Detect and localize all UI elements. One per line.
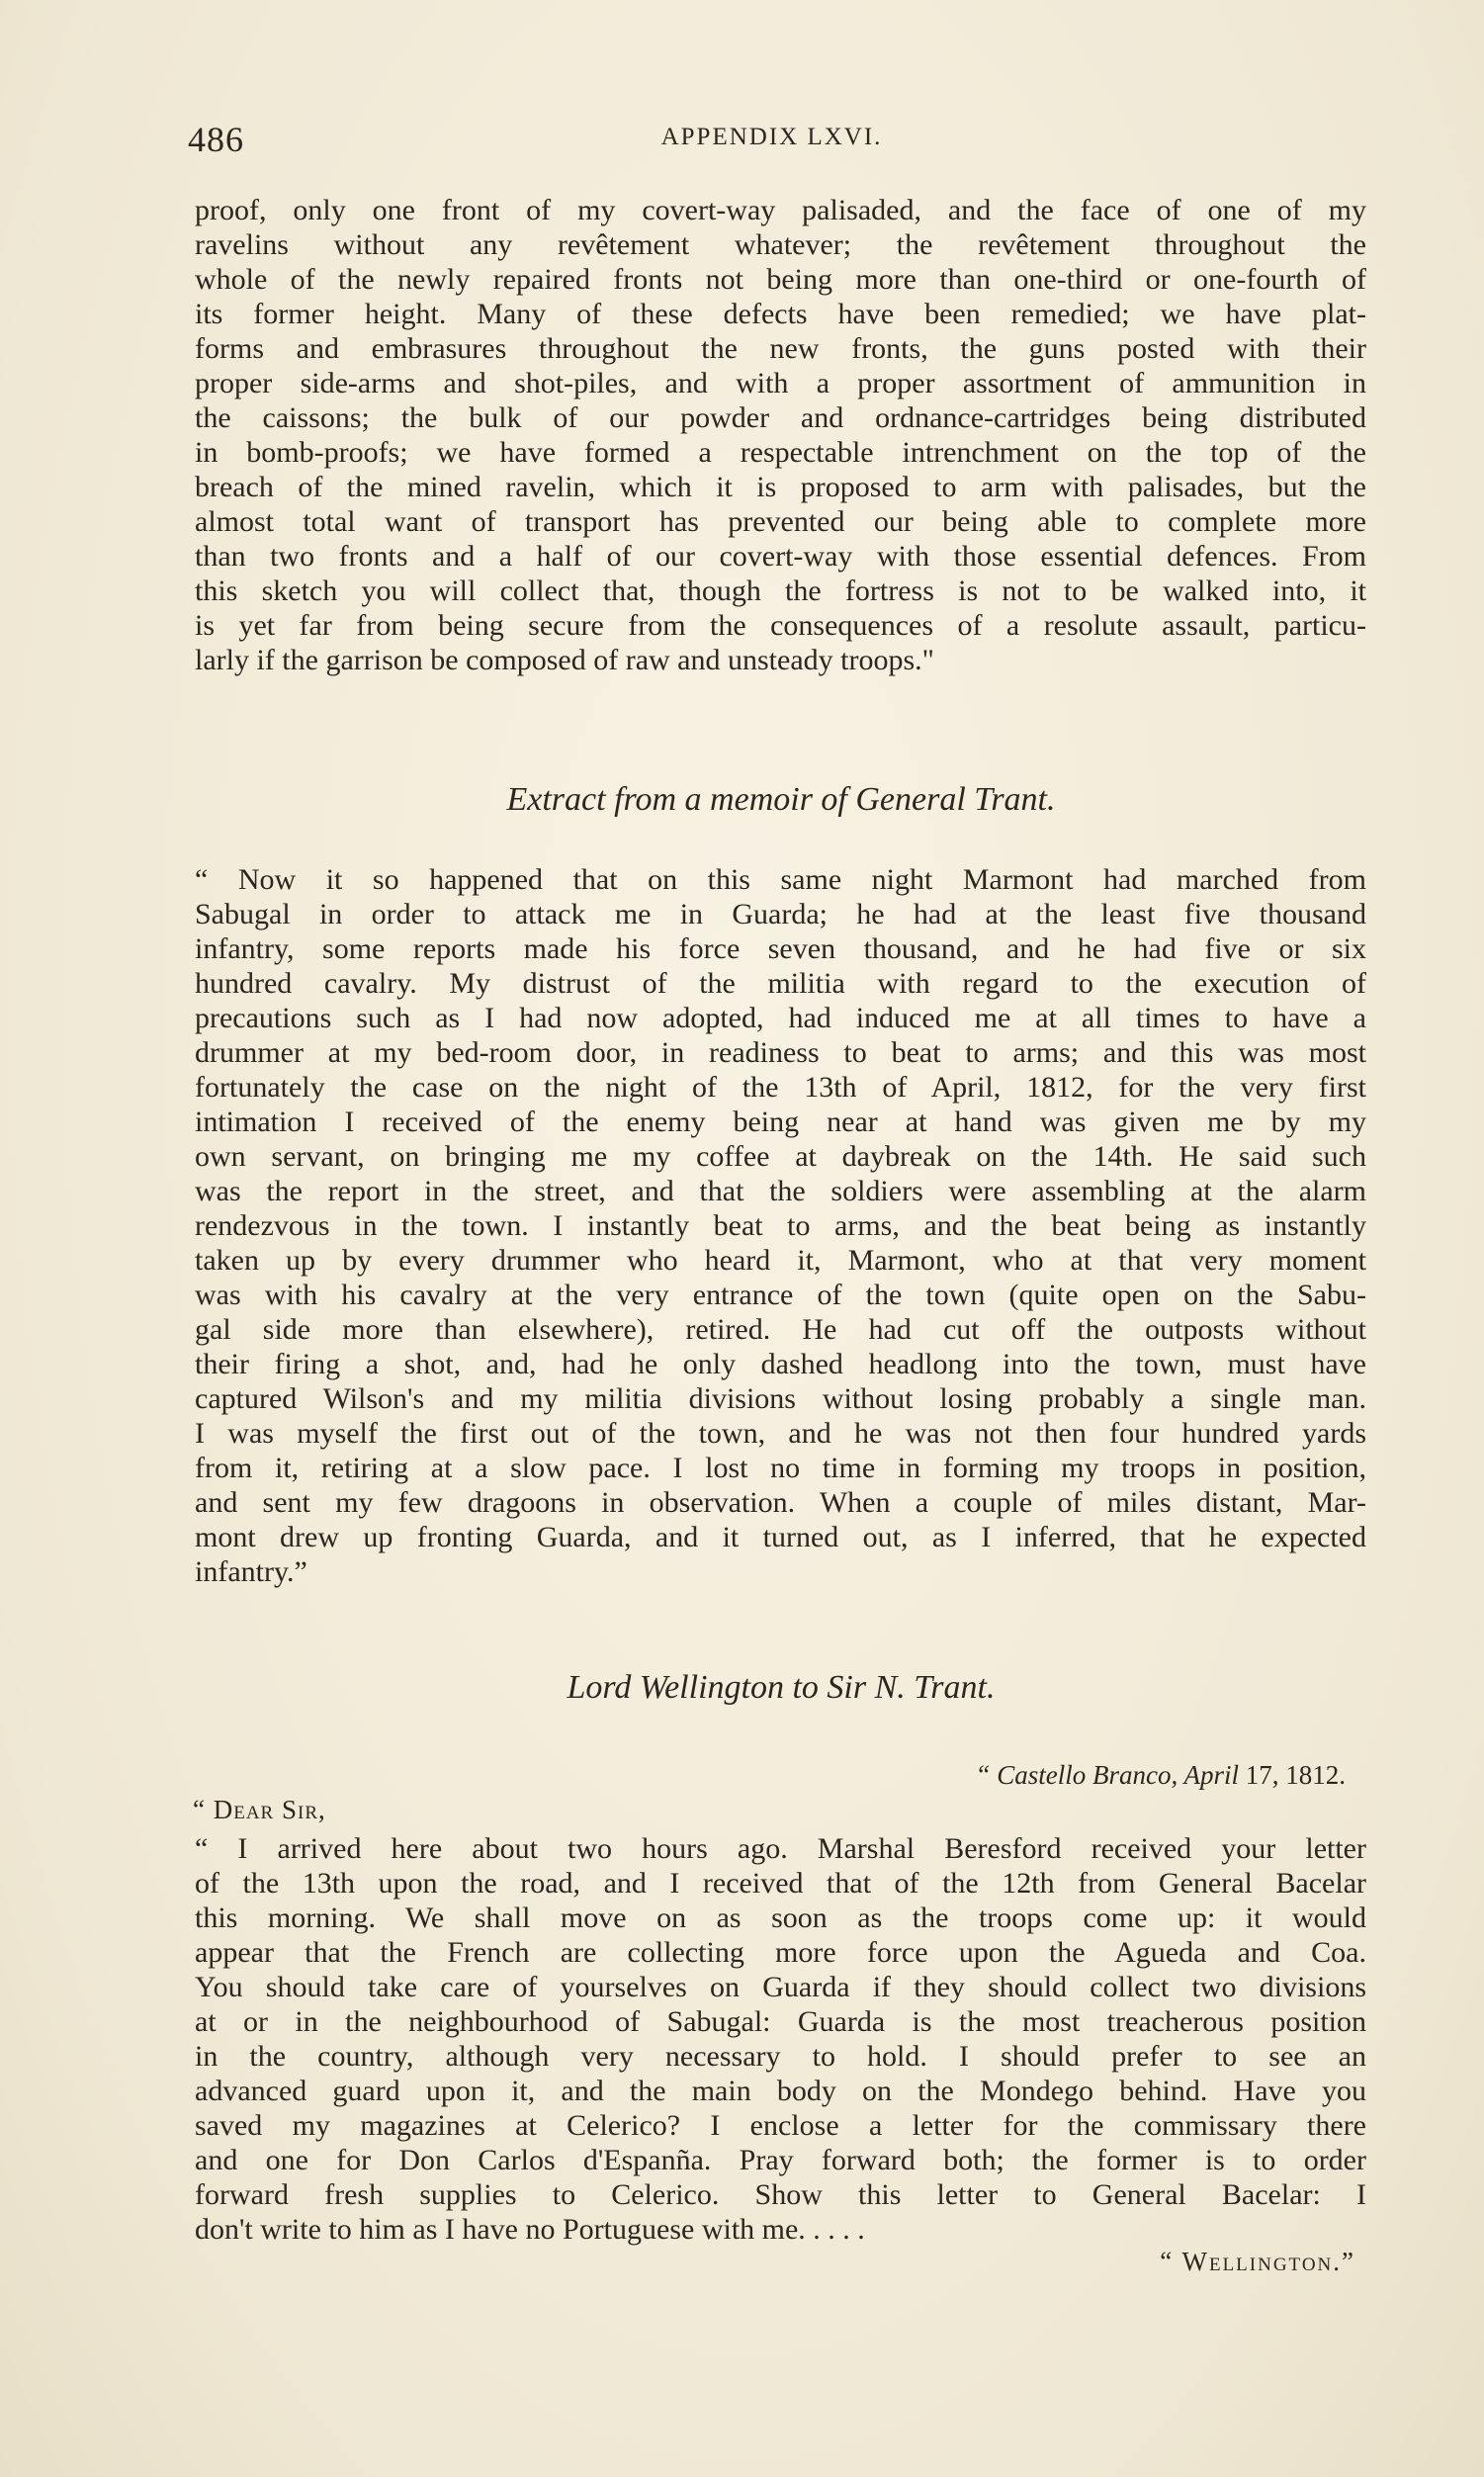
- text-line: this sketch you will collect that, though the fortress is not to be walked into, it: [195, 575, 1366, 607]
- text-line: from it, retiring at a slow pace. I lost no time in forming my troops in position,: [195, 1452, 1366, 1484]
- text-line: appear that the French are collecting more force upon the Agueda and Coa.: [195, 1936, 1366, 1969]
- text-line: advanced guard upon it, and the main body on the Mondego behind. Have you: [195, 2075, 1366, 2107]
- text-line: mont drew up fronting Guarda, and it turned out, as I inferred, that he expected: [195, 1521, 1366, 1553]
- text-line: the caissons; the bulk of our powder and ordnance-cartridges being distributed: [195, 401, 1366, 434]
- text-line: don't write to him as I have no Portuguese with me. . . . .: [195, 2213, 865, 2246]
- text-line: own servant, on bringing me my coffee at daybreak on the 14th. He said such: [195, 1140, 1366, 1173]
- text-line: proper side-arms and shot-piles, and with a proper assortment of ammunition in: [195, 367, 1366, 399]
- text-line: and one for Don Carlos d'Espanña. Pray forward both; the former is to order: [195, 2144, 1366, 2176]
- text-line: their firing a shot, and, had he only dashed headlong into the town, must have: [195, 1348, 1366, 1380]
- text-line: is yet far from being secure from the consequences of a resolute assault, particu-: [195, 609, 1366, 642]
- dateline-place: “ Castello Branco, April: [975, 1760, 1239, 1790]
- text-line: hundred cavalry. My distrust of the militia with regard to the execution of: [195, 967, 1366, 1000]
- text-line: infantry, some reports made his force seven thousand, and he had five or six: [195, 932, 1366, 965]
- text-line: proof, only one front of my covert-way palisaded, and the face of one of my: [195, 194, 1366, 226]
- text-line: fortunately the case on the night of the 13th of April, 1812, for the very first: [195, 1071, 1366, 1104]
- text-line: and sent my few dragoons in observation. When a couple of miles distant, Mar-: [195, 1486, 1366, 1519]
- trant-memoir-text: [195, 862, 1366, 1589]
- section-heading-trant-memoir: Extract from a memoir of General Trant.: [506, 781, 1056, 818]
- page-number: 486: [188, 120, 244, 159]
- text-line: gal side more than elsewhere), retired. He had cut off the outposts without: [195, 1313, 1366, 1346]
- text-line: larly if the garrison be composed of raw and unsteady troops.": [195, 644, 934, 676]
- text-line: in bomb-proofs; we have formed a respectable intrenchment on the top of the: [195, 436, 1366, 469]
- text-line: saved my magazines at Celerico? I enclose a letter for the commissary there: [195, 2109, 1366, 2142]
- text-line: of the 13th upon the road, and I received that of the 12th from General Bacelar: [195, 1867, 1366, 1900]
- text-line: drummer at my bed-room door, in readiness to beat to arms; and this was most: [195, 1036, 1366, 1069]
- section-heading-wellington-letter: Lord Wellington to Sir N. Trant.: [567, 1669, 996, 1706]
- text-line: rendezvous in the town. I instantly beat to arms, and the beat being as instantly: [195, 1209, 1366, 1242]
- text-line: infantry.”: [195, 1555, 307, 1588]
- text-line: intimation I received of the enemy being near at hand was given me by my: [195, 1106, 1366, 1138]
- letter-signature: “ Wellington.”: [1160, 2247, 1355, 2276]
- text-line: “ I arrived here about two hours ago. Marshal Beresford received your letter: [195, 1832, 1366, 1865]
- text-line: almost total want of transport has prevented our being able to complete more: [195, 505, 1366, 538]
- wellington-letter-text: [195, 1831, 1366, 2247]
- text-line: was the report in the street, and that the soldiers were assembling at the alarm: [195, 1175, 1366, 1207]
- page-header: [188, 119, 1355, 168]
- text-line: I was myself the first out of the town, and he was not then four hundred yards: [195, 1417, 1366, 1450]
- text-line: forms and embrasures throughout the new fronts, the guns posted with their: [195, 332, 1366, 365]
- text-line: in the country, although very necessary to hold. I should prefer to see an: [195, 2040, 1366, 2073]
- text-line: this morning. We shall move on as soon as the troops come up: it would: [195, 1902, 1366, 1934]
- text-line: its former height. Many of these defects have been remedied; we have plat-: [195, 298, 1366, 330]
- text-line: whole of the newly repaired fronts not being more than one-third or one-fourth of: [195, 263, 1366, 296]
- text-line: ravelins without any revêtement whatever; the revêtement throughout the: [195, 228, 1366, 261]
- text-line: taken up by every drummer who heard it, Marmont, who at that very moment: [195, 1244, 1366, 1277]
- text-line: than two fronts and a half of our covert-way with those essential defences. From: [195, 540, 1366, 573]
- text-line: forward fresh supplies to Celerico. Show this letter to General Bacelar: I: [195, 2178, 1366, 2211]
- text-line: precautions such as I had now adopted, had induced me at all times to have a: [195, 1002, 1366, 1034]
- letter-salutation: “ Dear Sir,: [193, 1795, 326, 1824]
- letter-dateline: [975, 1760, 1346, 1791]
- text-line: captured Wilson's and my militia divisions without losing probably a single man.: [195, 1382, 1366, 1415]
- opening-paragraph: [195, 193, 1366, 677]
- text-line: was with his cavalry at the very entrance of the town (quite open on the Sabu-: [195, 1279, 1366, 1311]
- text-line: breach of the mined ravelin, which it is proposed to arm with palisades, but the: [195, 471, 1366, 503]
- text-line: Sabugal in order to attack me in Guarda; he had at the least five thousand: [195, 898, 1366, 930]
- dateline-date: 17, 1812.: [1245, 1760, 1346, 1790]
- text-line: “ Now it so happened that on this same night Marmont had marched from: [195, 863, 1366, 896]
- running-head: APPENDIX LXVI.: [660, 124, 883, 150]
- text-line: You should take care of yourselves on Guarda if they should collect two divisions: [195, 1971, 1366, 2003]
- text-line: at or in the neighbourhood of Sabugal: Guarda is the most treacherous position: [195, 2005, 1366, 2038]
